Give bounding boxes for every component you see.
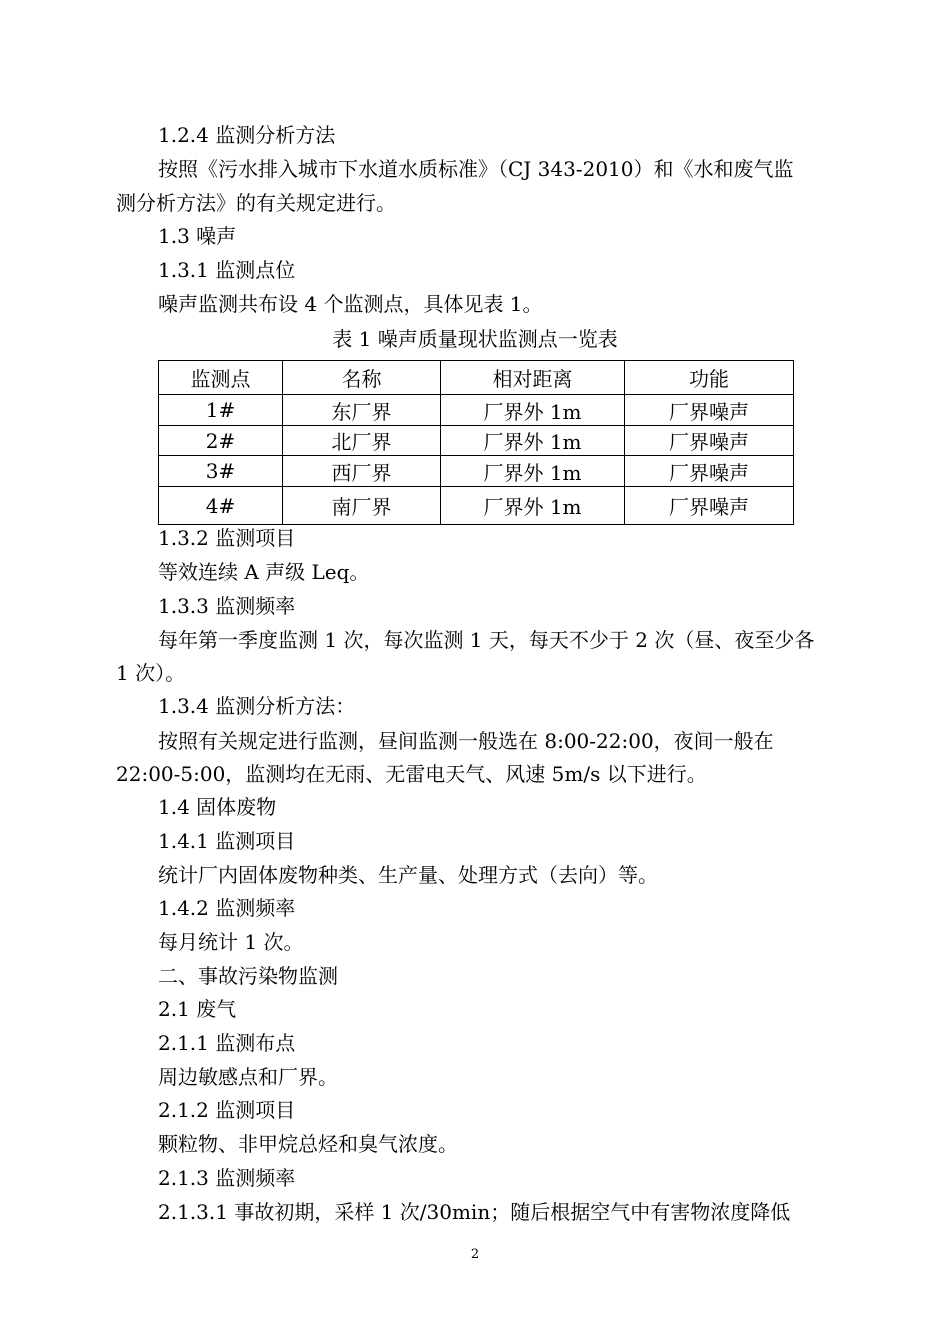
table-cell: 厂界外 1m	[441, 395, 625, 426]
heading-section-2: 二、事故污染物监测	[158, 964, 338, 988]
paragraph-line: 22:00-5:00，监测均在无雨、无雷电天气、风速 5m/s 以下进行。	[116, 762, 707, 786]
heading-2-1-1: 2.1.1 监测布点	[158, 1031, 296, 1055]
table-cell: 厂界噪声	[625, 426, 794, 456]
table-cell: 1#	[159, 395, 283, 426]
table-row	[159, 456, 794, 487]
heading-2-1-3: 2.1.3 监测频率	[158, 1166, 296, 1190]
table-row	[159, 487, 794, 525]
paragraph-line: 按照有关规定进行监测，昼间监测一般选在 8:00-22:00，夜间一般在	[158, 729, 774, 753]
table-row	[159, 395, 794, 426]
table-cell: 4#	[159, 487, 283, 525]
heading-1-4-1: 1.4.1 监测项目	[158, 829, 296, 853]
heading-1-4: 1.4 固体废物	[158, 795, 277, 819]
heading-1-2-4: 1.2.4 监测分析方法	[158, 123, 336, 147]
paragraph-line: 1 次）。	[116, 661, 186, 685]
paragraph-line: 2.1.3.1 事故初期，采样 1 次/30min；随后根据空气中有害物浓度降低	[158, 1200, 791, 1224]
heading-2-1: 2.1 废气	[158, 997, 237, 1021]
table-cell: 厂界噪声	[625, 487, 794, 525]
table-caption: 表 1 噪声质量现状监测点一览表	[332, 327, 618, 351]
page-number: 2	[470, 1247, 480, 1262]
table-header-cell: 相对距离	[441, 361, 625, 395]
heading-1-3-4: 1.3.4 监测分析方法：	[158, 694, 356, 718]
table-cell: 厂界外 1m	[441, 487, 625, 525]
noise-monitoring-table	[158, 360, 794, 525]
table-header-cell: 名称	[283, 361, 441, 395]
paragraph-line: 测分析方法》的有关规定进行。	[116, 191, 396, 215]
table-header-cell: 监测点	[159, 361, 283, 395]
table-cell: 西厂界	[283, 456, 441, 487]
heading-1-4-2: 1.4.2 监测频率	[158, 896, 296, 920]
table-cell: 厂界外 1m	[441, 426, 625, 456]
heading-1-3-1: 1.3.1 监测点位	[158, 258, 296, 282]
paragraph-line: 按照《污水排入城市下水道水质标准》（CJ 343-2010）和《水和废气监	[158, 157, 794, 181]
heading-1-3: 1.3 噪声	[158, 224, 237, 248]
heading-2-1-2: 2.1.2 监测项目	[158, 1098, 296, 1122]
table-cell: 厂界噪声	[625, 456, 794, 487]
table-header-cell: 功能	[625, 361, 794, 395]
paragraph-line: 每年第一季度监测 1 次，每次监测 1 天，每天不少于 2 次（昼、夜至少各	[158, 628, 815, 652]
paragraph-line: 颗粒物、非甲烷总烃和臭气浓度。	[158, 1132, 458, 1156]
heading-1-3-2: 1.3.2 监测项目	[158, 526, 296, 550]
table-cell: 厂界噪声	[625, 395, 794, 426]
paragraph-line: 每月统计 1 次。	[158, 930, 304, 954]
table-header-row	[159, 361, 794, 395]
table-cell: 2#	[159, 426, 283, 456]
paragraph-line: 周边敏感点和厂界。	[158, 1065, 338, 1089]
table-cell: 东厂界	[283, 395, 441, 426]
paragraph-line: 统计厂内固体废物种类、生产量、处理方式（去向）等。	[158, 863, 658, 887]
paragraph-line: 噪声监测共布设 4 个监测点，具体见表 1。	[158, 292, 543, 316]
table-cell: 北厂界	[283, 426, 441, 456]
heading-1-3-3: 1.3.3 监测频率	[158, 594, 296, 618]
table-cell: 南厂界	[283, 487, 441, 525]
table-row	[159, 426, 794, 456]
table-cell: 厂界外 1m	[441, 456, 625, 487]
paragraph-line: 等效连续 A 声级 Leq。	[158, 560, 370, 584]
table-cell: 3#	[159, 456, 283, 487]
